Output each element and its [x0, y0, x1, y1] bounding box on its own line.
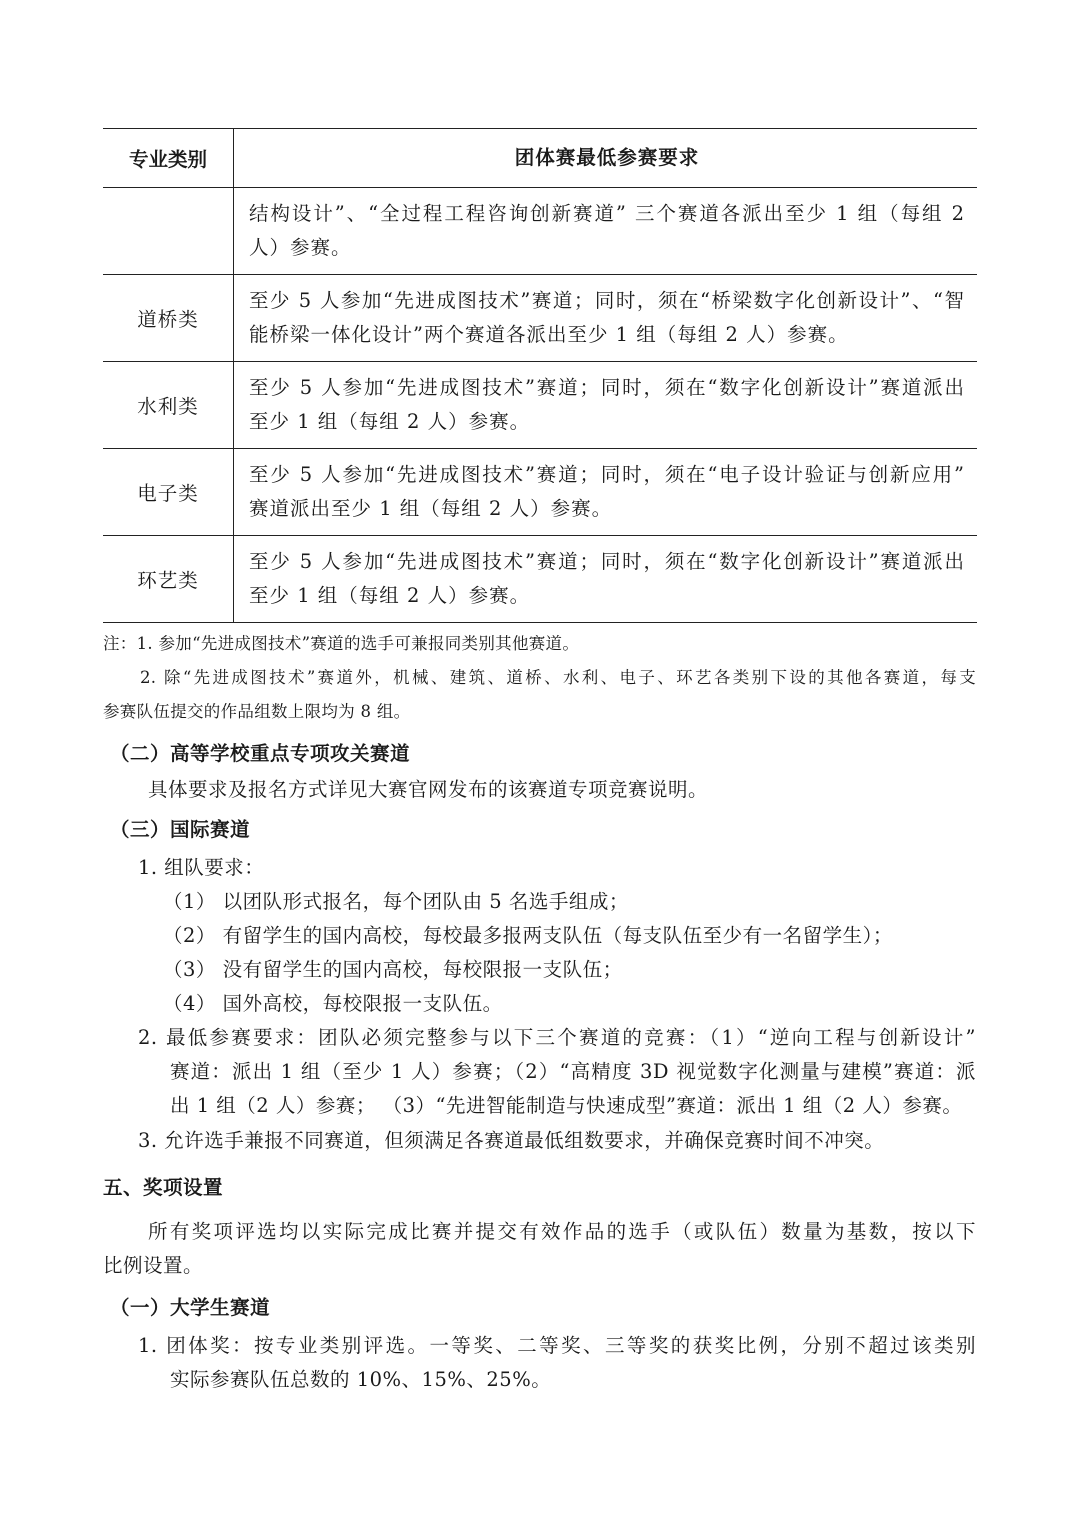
row-requirement	[234, 188, 978, 275]
table-header-row	[103, 129, 977, 188]
section-title-university-track: （一）大学生赛道	[110, 1296, 271, 1319]
list-item: 1. 组队要求：	[138, 856, 265, 879]
requirement-line: 至少 1 组（每组 2 人）参赛。	[249, 410, 531, 433]
row-requirement	[234, 536, 978, 623]
row-category: 环艺类	[103, 536, 234, 623]
table-row	[103, 362, 977, 449]
requirement-line: 赛道派出至少 1 组（每组 2 人）参赛。	[249, 497, 613, 520]
sub-list-item: （3） 没有留学生的国内高校，每校限报一支队伍；	[163, 958, 623, 981]
list-item: 3. 允许选手兼报不同赛道，但须满足各赛道最低组数要求，并确保竞赛时间不冲突。	[138, 1129, 885, 1152]
requirement-line: 能桥梁一体化设计”两个赛道各派出至少 1 组（每组 2 人）参赛。	[249, 323, 849, 346]
row-category: 道桥类	[103, 275, 234, 362]
section-title-special-track: （二）高等学校重点专项攻关赛道	[110, 742, 411, 765]
row-requirement	[234, 362, 978, 449]
note-2: 2. 除“先进成图技术”赛道外，机械、建筑、道桥、水利、电子、环艺各类别下设的其他各赛道，每支	[140, 668, 976, 687]
row-requirement	[234, 449, 978, 536]
table-row	[103, 449, 977, 536]
requirement-line: 人）参赛。	[249, 236, 352, 259]
table-row	[103, 536, 977, 623]
header-category: 专业类别	[103, 129, 234, 188]
section-paragraph: 所有奖项评选均以实际完成比赛并提交有效作品的选手（或队伍）数量为基数，按以下	[148, 1220, 976, 1243]
requirement-line: 至少 5 人参加“先进成图技术”赛道；同时，须在“数字化创新设计”赛道派出	[249, 550, 965, 573]
list-item: 2. 最低参赛要求：团队必须完整参与以下三个赛道的竞赛：（1）“逆向工程与创新设计”	[138, 1026, 976, 1049]
requirement-line: 至少 1 组（每组 2 人）参赛。	[249, 584, 531, 607]
table-row	[103, 188, 977, 275]
table-row	[103, 275, 977, 362]
requirements-table	[103, 128, 977, 623]
row-category: 水利类	[103, 362, 234, 449]
list-item: 1. 团体奖：按专业类别评选。一等奖、二等奖、三等奖的获奖比例，分别不超过该类别	[138, 1334, 976, 1357]
list-item-continued: 赛道：派出 1 组（至少 1 人）参赛；（2）“高精度 3D 视觉数字化测量与建模”赛道：派	[170, 1060, 976, 1083]
list-item-continued: 实际参赛队伍总数的 10%、15%、25%。	[170, 1368, 552, 1391]
requirement-line: 至少 5 人参加“先进成图技术”赛道；同时，须在“电子设计验证与创新应用”	[249, 463, 965, 486]
section-paragraph: 具体要求及报名方式详见大赛官网发布的该赛道专项竞赛说明。	[148, 778, 709, 801]
note-1: 注：1. 参加“先进成图技术”赛道的选手可兼报同类别其他赛道。	[103, 634, 580, 653]
note-2-continued: 参赛队伍提交的作品组数上限均为 8 组。	[103, 702, 411, 721]
requirement-line: 至少 5 人参加“先进成图技术”赛道；同时，须在“数字化创新设计”赛道派出	[249, 376, 965, 399]
requirement-line: 至少 5 人参加“先进成图技术”赛道；同时，须在“桥梁数字化创新设计”、“智	[249, 289, 965, 312]
section-title-awards: 五、奖项设置	[103, 1176, 224, 1199]
requirement-line: 结构设计”、“全过程工程咨询创新赛道” 三个赛道各派出至少 1 组（每组 2	[249, 202, 965, 225]
section-title-international: （三）国际赛道	[110, 818, 251, 841]
list-item-continued: 出 1 组（2 人）参赛； （3）“先进智能制造与快速成型”赛道：派出 1 组（2 人）参赛。	[170, 1094, 963, 1117]
sub-list-item: （1） 以团队形式报名，每个团队由 5 名选手组成；	[163, 890, 629, 913]
row-category: 电子类	[103, 449, 234, 536]
section-paragraph-continued: 比例设置。	[103, 1254, 204, 1277]
row-category	[103, 188, 234, 275]
sub-list-item: （2） 有留学生的国内高校，每校最多报两支队伍（每支队伍至少有一名留学生）；	[163, 924, 893, 947]
header-requirement: 团体赛最低参赛要求	[234, 129, 978, 188]
sub-list-item: （4） 国外高校，每校限报一支队伍。	[163, 992, 503, 1015]
row-requirement	[234, 275, 978, 362]
